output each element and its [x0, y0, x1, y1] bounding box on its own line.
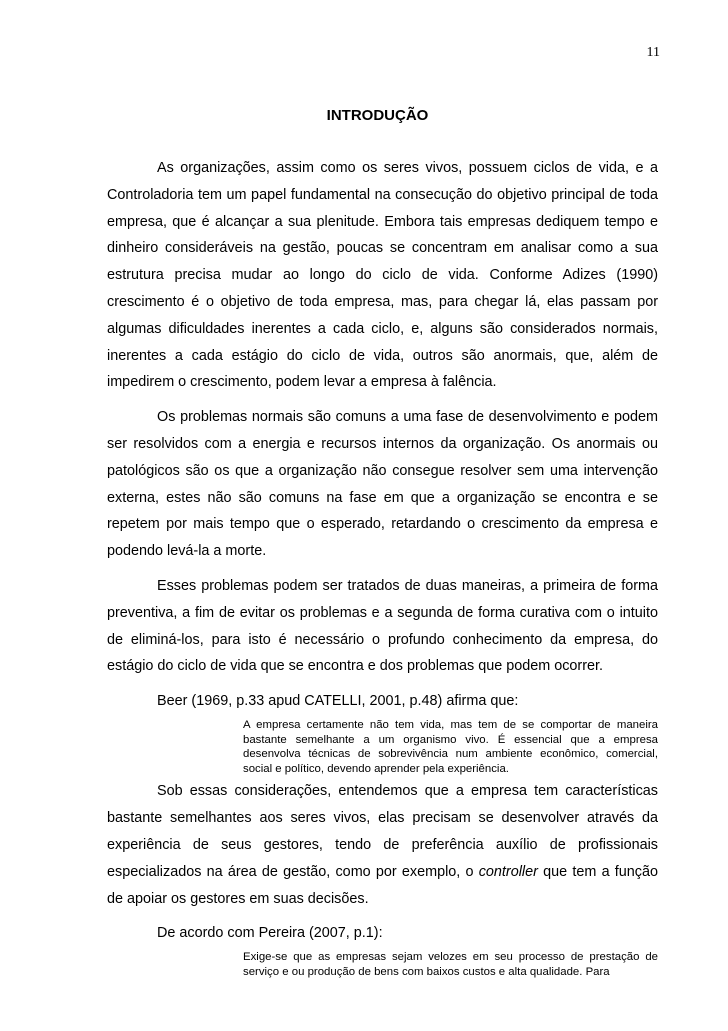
block-quote-2: Exige-se que as empresas sejam velozes em seu processo de prestação de serviço e ou produção de bens com baixos custos e alta qualidade. Para: [243, 951, 658, 978]
paragraph-1: As organizações, assim como os seres vivos, possuem ciclos de vida, e a Controladoria tem um papel fundamental na consecução do objetivo principal de toda empresa, que é alcançar a sua plenitude. Embora tais empresas dediquem tempo e dinheiro consideráveis na gestão, poucas se concentram em analisar como a sua estrutura precisa mudar ao longo do ciclo de vida. Conforme Adizes (1990) crescimento é o objetivo de toda empresa, mas, para chegar lá, elas passam por algumas dificuldades inerentes a cada ciclo, e, alguns são considerados normais, inerentes a cada estágio do ciclo de vida, outros são anormais, que, além de impedirem o crescimento, podem levar a empresa à falência.: [107, 160, 658, 391]
paragraph-3: Esses problemas podem ser tratados de duas maneiras, a primeira de forma preventiva, a fim de evitar os problemas e a segunda de forma curativa com o intuito de eliminá-los, para isto é necessário o profundo conhecimento da empresa, do estágio do ciclo de vida que se encontra e dos problemas que podem ocorrer.: [107, 577, 658, 675]
body-text: [107, 155, 658, 981]
paragraph-6: De acordo com Pereira (2007, p.1):: [157, 925, 383, 942]
block-quote-1: A empresa certamente não tem vida, mas tem de se comportar de maneira bastante semelhante a um organismo vivo. É essencial que a empresa desenvolva técnicas de sobrevivência num ambiente econômico, comercial, social e político, devendo aprender pela experiência.: [243, 718, 658, 775]
page-number: 11: [646, 45, 660, 60]
paragraph-2: Os problemas normais são comuns a uma fase de desenvolvimento e podem ser resolvidos com a energia e recursos internos da organização. Os anormais ou patológicos são os que a organização não consegue resolver sem uma intervenção externa, estes não são comuns na fase em que a organização se encontra e se repetem por mais tempo que o esperado, retardando o crescimento da empresa e podendo levá-la a morte.: [107, 409, 658, 560]
paragraph-5-italic-term: controller: [478, 863, 538, 880]
section-title: INTRODUÇÃO: [326, 107, 429, 124]
paragraph-5-text: Sob essas considerações, entendemos que a empresa tem características bastante semelhantes aos seres vivos, elas precisam se desenvolver através da experiência de seus gestores, tendo de preferência auxílio de profissionais especializados na área de gestão, como por exemplo, o: [107, 783, 658, 880]
paragraph-5: [107, 778, 658, 912]
paragraph-4: Beer (1969, p.33 apud CATELLI, 2001, p.48) afirma que:: [157, 693, 519, 710]
paragraph-5-text-end: que tem a função de apoiar os gestores em suas decisões.: [107, 863, 658, 907]
